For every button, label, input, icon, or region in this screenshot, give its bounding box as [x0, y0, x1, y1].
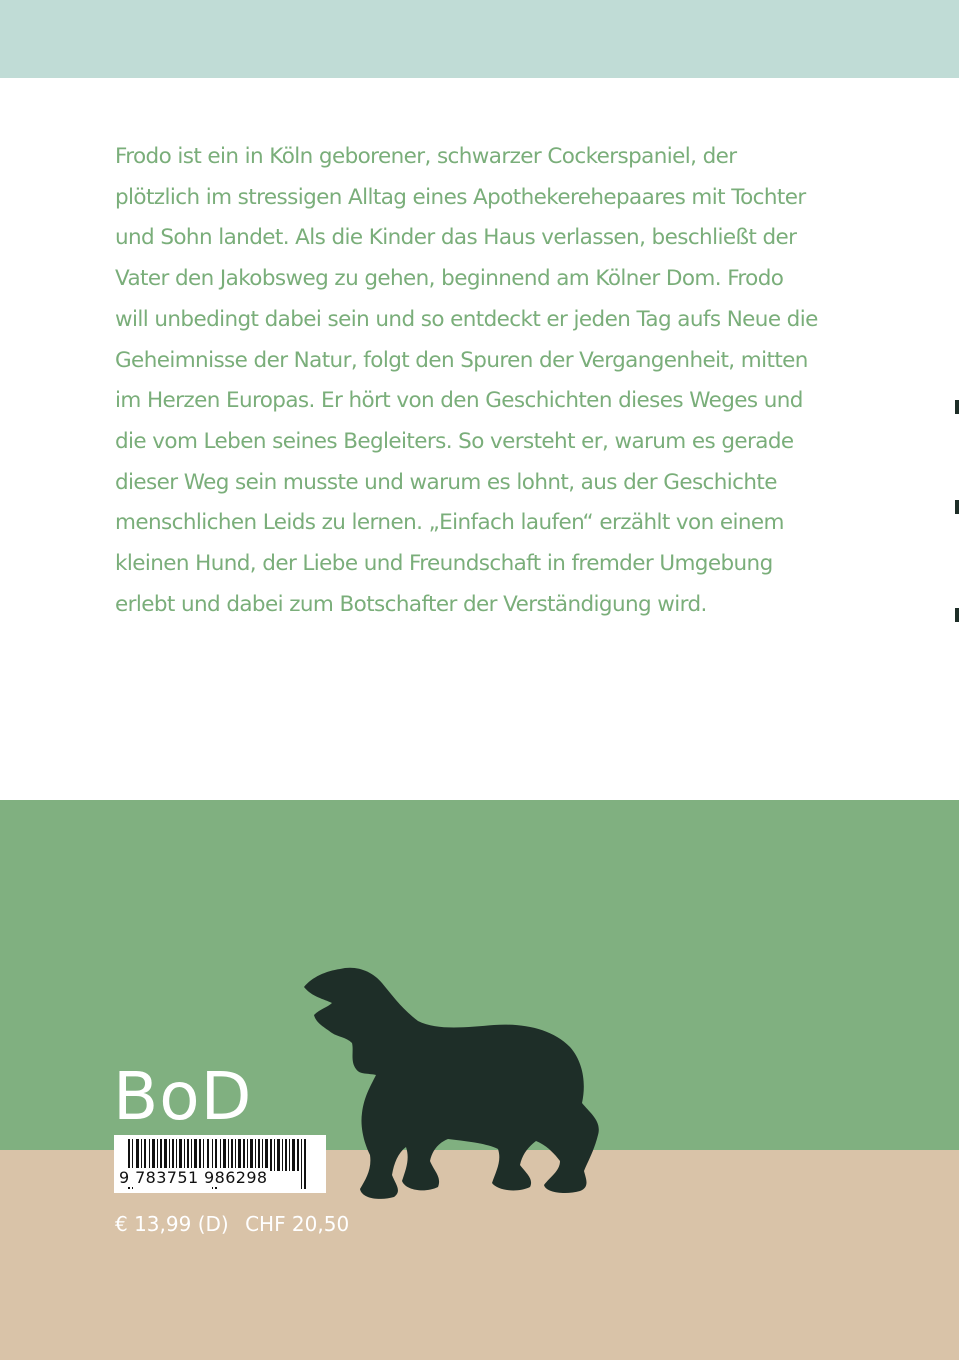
- blurb-line: und Sohn landet. Als die Kinder das Haus verlassen, beschließt der: [115, 225, 797, 251]
- edge-mark: [955, 500, 959, 514]
- blurb-line: Geheimnisse der Natur, folgt den Spuren der Vergangenheit, mitten: [115, 347, 808, 373]
- price-chf: CHF 20,50: [245, 1212, 350, 1236]
- blurb-line: kleinen Hund, der Liebe und Freundschaft in fremder Umgebung: [115, 551, 773, 577]
- blurb-line: im Herzen Europas. Er hört von den Geschichten dieses Weges und: [115, 388, 803, 414]
- blurb-line: Vater den Jakobsweg zu gehen, beginnend am Kölner Dom. Frodo: [115, 266, 784, 292]
- blurb-line: will unbedingt dabei sein und so entdeckt er jeden Tag aufs Neue die: [115, 306, 818, 332]
- edge-mark: [955, 400, 959, 414]
- blurb-line: menschlichen Leids zu lernen. „Einfach laufen“ erzählt von einem: [115, 510, 784, 536]
- publisher-logo: BoD: [113, 1058, 253, 1135]
- blurb-line: plötzlich im stressigen Alltag eines Apothekerehepaares mit Tochter: [115, 184, 806, 210]
- blurb-line: dieser Weg sein musste und warum es lohnt, aus der Geschichte: [115, 469, 777, 495]
- cocker-spaniel-silhouette-icon: [298, 965, 608, 1200]
- blurb-line: Frodo ist ein in Köln geborener, schwarzer Cockerspaniel, der: [115, 144, 737, 169]
- back-cover-blurb: [115, 137, 855, 625]
- edge-mark: [955, 608, 959, 622]
- price-line: [115, 1212, 359, 1236]
- blurb-line: die vom Leben seines Begleiters. So versteht er, warum es gerade: [115, 428, 794, 454]
- price-eur: € 13,99 (D): [115, 1212, 229, 1236]
- isbn-number: 9 783751 986298: [119, 1168, 268, 1187]
- top-color-band: [0, 0, 959, 78]
- blurb-line: erlebt und dabei zum Botschafter der Verständigung wird.: [115, 591, 707, 617]
